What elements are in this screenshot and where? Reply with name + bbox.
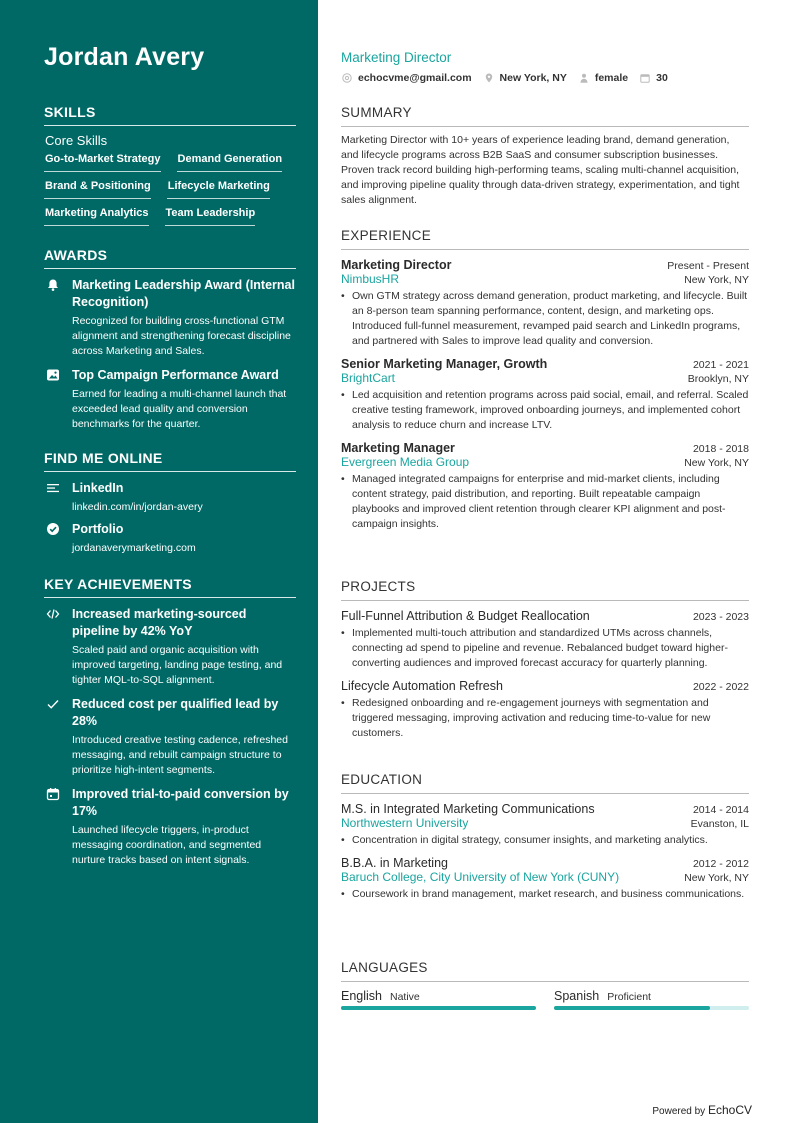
education-entry bbox=[341, 802, 749, 848]
job-dates: 2021 - 2021 bbox=[692, 359, 749, 371]
at-icon bbox=[342, 73, 358, 83]
language-bar bbox=[554, 1006, 749, 1010]
online-item bbox=[44, 480, 296, 513]
experience-section bbox=[341, 228, 749, 532]
project-title: Lifecycle Automation Refresh bbox=[341, 679, 503, 693]
achievement-title: Reduced cost per qualified lead by 28% bbox=[72, 697, 279, 728]
brand-name[interactable]: EchoCV bbox=[707, 1103, 752, 1117]
skill-tag: Go-to-Market Strategy bbox=[44, 151, 161, 172]
bell-icon bbox=[46, 278, 60, 292]
project-title: Full-Funnel Attribution & Budget Reallocation bbox=[341, 609, 590, 623]
job-entry bbox=[341, 258, 749, 349]
experience-heading: EXPERIENCE bbox=[341, 228, 749, 250]
job-bullet: • Led acquisition and retention programs across paid social, email, and referral. Scaled creative testing framework, improved onboarding journeys, and implemented cohort analysis to reduce churn and increase LTV. bbox=[341, 388, 749, 433]
candidate-name: Jordan Avery bbox=[44, 43, 205, 71]
language-level: Native bbox=[390, 991, 420, 1003]
lines-icon bbox=[46, 481, 60, 495]
person-icon bbox=[579, 73, 595, 83]
skill-row bbox=[44, 178, 296, 205]
gender-text: female bbox=[594, 72, 629, 84]
education-bullet: • Concentration in digital strategy, consumer insights, and marketing analytics. bbox=[341, 833, 749, 848]
online-item bbox=[44, 521, 296, 554]
job-dates: Present - Present bbox=[667, 260, 749, 272]
degree: M.S. in Integrated Marketing Communications bbox=[341, 802, 595, 816]
education-entry bbox=[341, 856, 749, 902]
skill-row bbox=[44, 205, 296, 232]
degree: B.B.A. in Marketing bbox=[341, 856, 448, 870]
skill-row bbox=[44, 151, 296, 178]
company-name: BrightCart bbox=[341, 371, 396, 385]
job-dates: 2018 - 2018 bbox=[692, 443, 749, 455]
job-bullet: • Managed integrated campaigns for enterprise and mid-market clients, including content strategy, paid distribution, and reporting. Built repeatable campaign playbooks and improved client retention through clearer KPI alignment and post-campaign insights. bbox=[341, 472, 749, 532]
job-location: New York, NY bbox=[684, 457, 749, 469]
skills-section bbox=[44, 104, 296, 232]
awards-section bbox=[44, 247, 296, 432]
project-entry bbox=[341, 609, 749, 671]
school-name: Baruch College, City University of New York (CUNY) bbox=[341, 870, 620, 884]
skill-tag: Lifecycle Marketing bbox=[167, 178, 270, 199]
achievement-title: Increased marketing-sourced pipeline by 42% YoY bbox=[72, 607, 247, 638]
achievements-section bbox=[44, 576, 296, 868]
education-dates: 2014 - 2014 bbox=[692, 804, 749, 816]
location-text: New York, NY bbox=[499, 72, 567, 84]
code-icon bbox=[46, 607, 60, 621]
language-bar-fill bbox=[341, 1006, 536, 1010]
language-name: English bbox=[341, 989, 382, 1003]
calendar-icon bbox=[640, 73, 656, 83]
job-entry bbox=[341, 357, 749, 433]
portfolio-link[interactable]: jordanaverymarketing.com bbox=[72, 542, 196, 554]
education-bullet: • Coursework in brand management, market research, and business communications. bbox=[341, 887, 749, 902]
summary-heading: SUMMARY bbox=[341, 105, 749, 127]
achievement-description: Launched lifecycle triggers, in-product messaging coordination, and segmented nurture tracks based on intent signals. bbox=[72, 824, 262, 866]
online-section bbox=[44, 450, 296, 554]
achievement-item bbox=[44, 786, 296, 868]
contact-bar bbox=[342, 72, 680, 84]
languages-section bbox=[341, 960, 749, 1010]
powered-by-text: Powered by bbox=[652, 1106, 706, 1117]
language-item bbox=[341, 989, 536, 1010]
language-bar bbox=[341, 1006, 536, 1010]
age-text: 30 bbox=[656, 72, 668, 84]
school-location: Evanston, IL bbox=[690, 818, 749, 830]
award-item bbox=[44, 277, 296, 359]
contact-age bbox=[640, 72, 668, 84]
company-name: NimbusHR bbox=[341, 272, 400, 286]
award-description: Earned for leading a multi-channel launch that exceeded lead quality and conversion benchmarks for the quarter. bbox=[72, 388, 287, 430]
achievements-heading: KEY ACHIEVEMENTS bbox=[44, 576, 296, 598]
project-dates: 2022 - 2022 bbox=[692, 681, 749, 693]
check-icon bbox=[46, 697, 60, 711]
core-skills-title: Core Skills bbox=[45, 133, 108, 148]
achievement-item bbox=[44, 606, 296, 688]
sidebar bbox=[0, 0, 318, 1123]
job-title: Senior Marketing Manager, Growth bbox=[341, 357, 548, 371]
project-entry bbox=[341, 679, 749, 741]
summary-text: Marketing Director with 10+ years of experience leading brand, demand generation, and lifecycle programs across B2B SaaS and consumer subscription businesses. Proven track record building high-performing teams, scaling multi-channel acquisition, and improving pipeline quality through data-driven strategy, experimentation, and tight sales alignment. bbox=[341, 134, 740, 206]
education-heading: EDUCATION bbox=[341, 772, 749, 794]
job-title: Marketing Manager bbox=[341, 441, 455, 455]
online-label: LinkedIn bbox=[72, 481, 124, 495]
education-dates: 2012 - 2012 bbox=[692, 858, 749, 870]
online-label: Portfolio bbox=[72, 522, 124, 536]
job-location: Brooklyn, NY bbox=[687, 373, 749, 385]
language-bar-fill bbox=[554, 1006, 710, 1010]
education-section bbox=[341, 772, 749, 902]
summary-section bbox=[341, 105, 749, 208]
job-entry bbox=[341, 441, 749, 532]
projects-section bbox=[341, 579, 749, 741]
project-bullet: • Implemented multi-touch attribution and standardized UTMs across channels, connecting ad spend to pipeline and revenue. Rebalanced budget toward higher-converting audiences and improved forecast accuracy for quarterly planning. bbox=[341, 626, 749, 671]
skill-tag: Demand Generation bbox=[177, 151, 283, 172]
skill-tag: Brand & Positioning bbox=[44, 178, 151, 199]
achievement-description: Introduced creative testing cadence, refreshed messaging, and rebuilt campaign structure to prioritize high-intent segments. bbox=[72, 734, 288, 776]
job-location: New York, NY bbox=[684, 274, 749, 286]
achievement-title: Improved trial-to-paid conversion by 17% bbox=[72, 787, 289, 818]
job-title: Marketing Director bbox=[341, 258, 452, 272]
projects-heading: PROJECTS bbox=[341, 579, 749, 601]
skills-heading: SKILLS bbox=[44, 104, 296, 126]
school-location: New York, NY bbox=[684, 872, 749, 884]
language-name: Spanish bbox=[554, 989, 600, 1003]
contact-gender bbox=[579, 72, 628, 84]
powered-by bbox=[652, 1103, 752, 1117]
project-dates: 2023 - 2023 bbox=[692, 611, 749, 623]
check-circle-icon bbox=[46, 522, 60, 536]
language-level: Proficient bbox=[607, 991, 651, 1003]
achievement-description: Scaled paid and organic acquisition with improved targeting, landing page testing, and tighter MQL-to-SQL alignment. bbox=[72, 644, 283, 686]
skill-tag: Marketing Analytics bbox=[44, 205, 149, 226]
calendar-icon bbox=[46, 787, 60, 801]
linkedin-link[interactable]: linkedin.com/in/jordan-avery bbox=[72, 501, 203, 513]
contact-location bbox=[484, 72, 567, 84]
job-bullet: • Own GTM strategy across demand generation, product marketing, and lifecycle. Built an 8-person team spanning performance, content, design, and marketing ops. Introduced full-funnel measurement, revamped paid search and LinkedIn programs, and partnered with Sales to improve lead quality and conversion. bbox=[341, 289, 749, 349]
language-item bbox=[554, 989, 749, 1010]
project-bullet: • Redesigned onboarding and re-engagement journeys with segmentation and triggered messaging, improving activation and reducing time-to-value for new customers. bbox=[341, 696, 749, 741]
award-description: Recognized for building cross-functional GTM alignment and strengthening forecast discipline across Marketing and Sales. bbox=[72, 315, 291, 357]
awards-heading: AWARDS bbox=[44, 247, 296, 269]
award-item bbox=[44, 367, 296, 432]
skill-tag: Team Leadership bbox=[165, 205, 256, 226]
email-text[interactable]: echocvme@gmail.com bbox=[358, 72, 472, 84]
award-title: Marketing Leadership Award (Internal Recognition) bbox=[72, 278, 295, 309]
location-pin-icon bbox=[484, 73, 500, 83]
achievement-item bbox=[44, 696, 296, 778]
award-title: Top Campaign Performance Award bbox=[72, 368, 279, 382]
school-name: Northwestern University bbox=[341, 816, 469, 830]
languages-heading: LANGUAGES bbox=[341, 960, 749, 982]
company-name: Evergreen Media Group bbox=[341, 455, 470, 469]
job-role: Marketing Director bbox=[341, 50, 452, 65]
image-icon bbox=[46, 368, 60, 382]
contact-email bbox=[342, 72, 472, 84]
online-heading: FIND ME ONLINE bbox=[44, 450, 296, 472]
